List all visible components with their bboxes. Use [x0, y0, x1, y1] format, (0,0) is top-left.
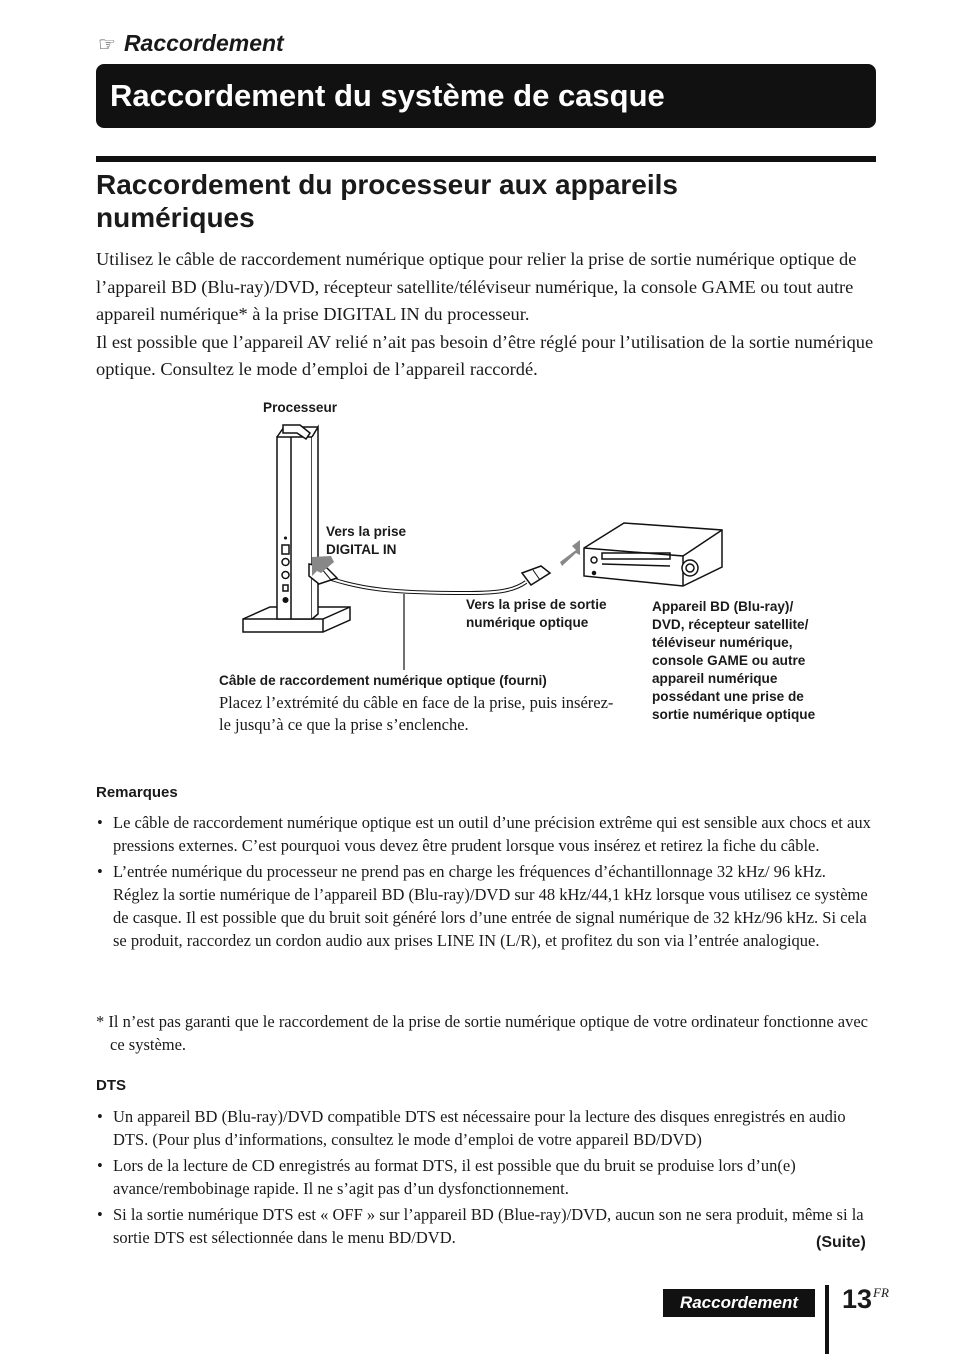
intro-paragraph-1: Utilisez le câble de raccordement numérique optique pour relier la prise de sortie numérique optique de l’appareil BD (Blu-ray)/DVD, récepteur satellite/téléviseur numérique, la console GAME ou tout autre appareil numérique* à la prise DIGITAL IN du processeur.: [96, 249, 857, 324]
page-title: Raccordement du système de casque: [96, 64, 876, 128]
pointing-hand-icon: ☞: [98, 31, 116, 56]
list-item: • Le câble de raccordement numérique optique est un outil d’une précision extrême qui est sensible aux chocs et aux pressions externes. C’est pourquoi vous devez être prudent lorsque vous insérez et retirez la fiche du câble.: [96, 811, 872, 857]
section-divider: [96, 156, 876, 162]
remarques-heading: Remarques: [96, 784, 178, 801]
cable-label: Câble de raccordement numérique optique (fourni): [219, 673, 547, 688]
device-label-line: console GAME ou autre: [652, 653, 806, 668]
digital-in-label: [326, 523, 406, 559]
remarques-list: [96, 811, 872, 955]
device-label-line: sortie numérique optique: [652, 707, 816, 722]
footnote: * Il n’est pas garanti que le raccordement de la prise de sortie numérique optique de votre ordinateur fonctionne avec ce système.: [96, 1012, 868, 1054]
device-label-line: Appareil BD (Blu-ray)/: [652, 599, 794, 614]
optical-out-label-line: Vers la prise de sortie: [466, 597, 607, 612]
bd-dvd-player-illustration: [584, 523, 722, 586]
optical-out-label-line: numérique optique: [466, 615, 589, 630]
intro-paragraph-2: Il est possible que l’appareil AV relié n’ait pas besoin d’être réglé pour l’utilisation de la sortie numérique optique. Consultez le mode d’emploi de l’appareil raccordé.: [96, 331, 874, 379]
list-item: • Lors de la lecture de CD enregistrés au format DTS, il est possible que du bruit se produise lors d’un(e) avance/rembobinage rapide. Il ne s’agit pas d’un dysfonctionnement.: [96, 1154, 872, 1200]
device-label-line: téléviseur numérique,: [652, 635, 793, 650]
intro-text: [96, 246, 886, 384]
device-label-line: DVD, récepteur satellite/: [652, 617, 809, 632]
list-item: • L’entrée numérique du processeur ne prend pas en charge les fréquences d’échantillonnage 32 kHz/ 96 kHz. Réglez la sortie numérique de l’appareil BD (Blu-ray)/DVD sur 48 kHz/44,1 kHz lorsque vous utilisez ce système de casque. Il est possible que du bruit soit généré lors d’une entrée de signal numérique de 32 kHz/96 kHz. Si cela se produit, raccordez un cordon audio aux prises LINE IN (L/R), et profitez du son via l’entrée analogique.: [96, 860, 872, 952]
list-item: • Si la sortie numérique DTS est « OFF » sur l’appareil BD (Blue-ray)/DVD, aucun son ne sera produit, même si la sortie DTS est sélectionnée dans le menu BD/DVD.: [96, 1203, 872, 1249]
footer-divider: [825, 1285, 829, 1354]
page-number-value: 13: [842, 1284, 873, 1314]
footer-section-tab: Raccordement: [663, 1289, 815, 1317]
device-label-line: possédant une prise de: [652, 689, 804, 704]
optical-out-label: [466, 596, 607, 632]
list-item: • Un appareil BD (Blu-ray)/DVD compatible DTS est nécessaire pour la lecture des disques enregistrés en audio DTS. (Pour plus d’informations, consultez le mode d’emploi de votre appareil BD/DVD): [96, 1105, 872, 1151]
dts-list: [96, 1105, 872, 1252]
section-label: Raccordement: [123, 30, 284, 56]
connection-diagram: [0, 390, 954, 750]
digital-in-label-line: DIGITAL IN: [326, 542, 397, 557]
processor-label: Processeur: [263, 400, 338, 415]
section-heading: Raccordement du processeur aux appareils numériques: [96, 169, 678, 233]
language-code: FR: [873, 1285, 889, 1300]
continued-label: (Suite): [816, 1234, 866, 1251]
device-label: [652, 598, 815, 724]
dts-heading: DTS: [96, 1077, 126, 1094]
section-tag: [98, 30, 284, 57]
cable-note: Placez l’extrémité du câble en face de la prise, puis insérez-le jusqu’à ce que la prise s’enclenche.: [219, 693, 614, 734]
digital-in-label-line: Vers la prise: [326, 524, 407, 539]
page-number: [842, 1284, 889, 1315]
device-label-line: appareil numérique: [652, 671, 778, 686]
